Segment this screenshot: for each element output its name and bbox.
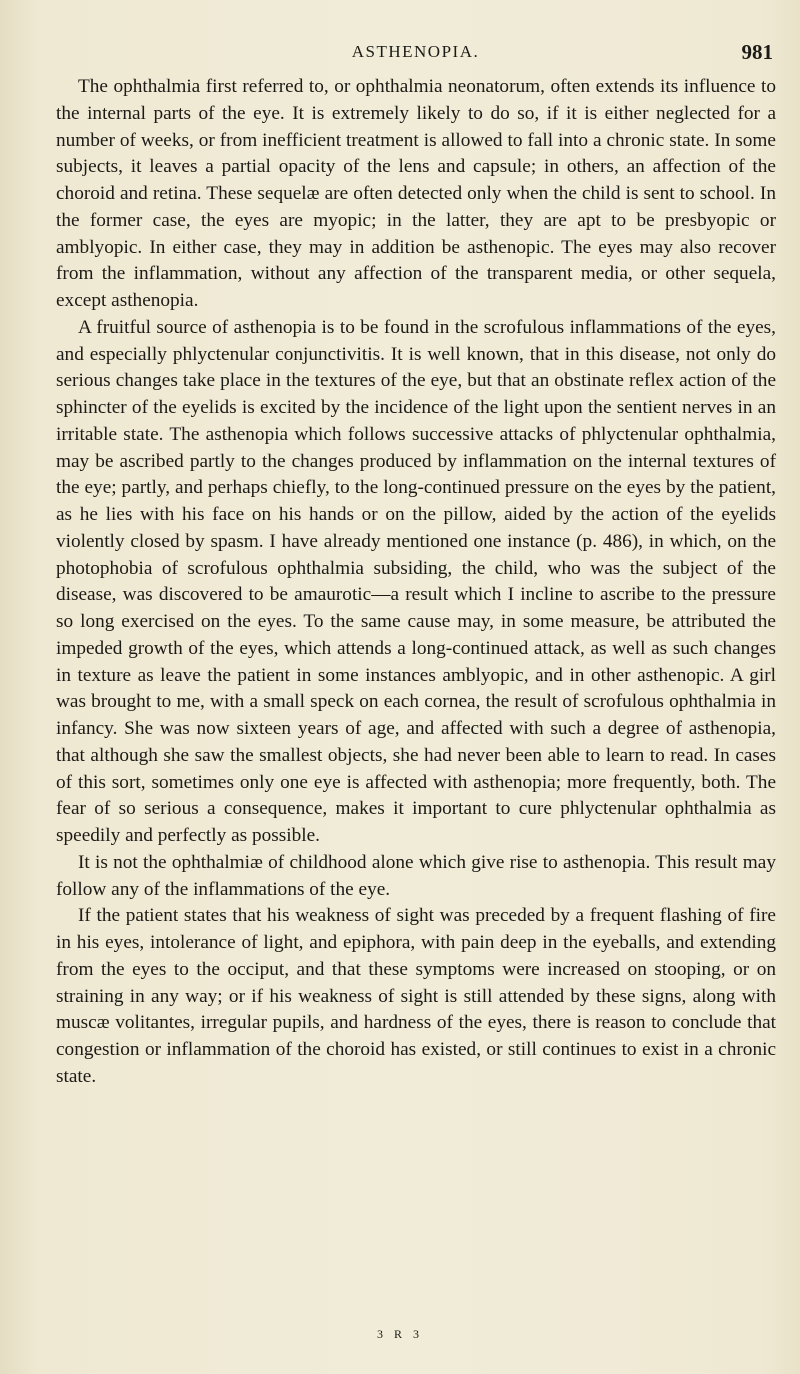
page-header [58, 40, 773, 70]
running-title: ASTHENOPIA. [351, 42, 480, 61]
paragraph-scrofulous-inflammations: A fruitful source of asthenopia is to be found in the scrofulous inflammations of the eyes, and especially phlyctenular conjunctivitis. It is well known, that in this disease, not only do serious changes take place in the textures of the eye, but that an obstinate reflex action of the sphincter of the eyelids is excited by the incidence of the light upon the sentient nerves in an irritable state. The asthenopia which follows successive attacks of phlyctenular ophthalmia, may be ascribed partly to the changes produced by inflammation on the internal textures of the eye; partly, and perhaps chiefly, to the long-continued pressure on the eyes by the patient, as he lies with his face on his hands or on the pillow, aided by the action of the eyelids violently closed by spasm. I have already mentioned one instance (p. 486), in which, on the photophobia of scrofulous ophthalmia subsiding, the child, who was the subject of the disease, was discovered to be amaurotic—a result which I incline to ascribe to the pressure so long exercised on the eyes. To the same cause may, in some measure, be attributed the impeded growth of the eyes, which attends a long-continued attack, as well as such changes in texture as leave the patient in some instances amblyopic, and in other asthenopic. A girl was brought to me, with a small speck on each cornea, the result of scrofulous ophthalmia in infancy. She was now sixteen years of age, and affected with such a degree of asthenopia, that although she saw the smallest objects, she had never been able to learn to read. In cases of this sort, sometimes only one eye is affected with asthenopia; more frequently, both. The fear of so serious a consequence, makes it important to cure phlyctenular ophthalmia as speedily and perfectly as possible. [56, 316, 776, 846]
paragraph-ophthalmia-neonatorum: The ophthalmia first referred to, or ophthalmia neonatorum, often extends its influence to the internal parts of the eye. It is extremely likely to do so, if it is either neglected for a number of weeks, or from inefficient treatment is allowed to fall into a chronic state. In some subjects, it leaves a partial opacity of the lens and capsule; in others, an affection of the choroid and retina. These sequelæ are often detected only when the child is sent to school. In the former case, the eyes are myopic; in the latter, they are apt to be presbyopic or amblyopic. In either case, they may in addition be asthenopic. The eyes may also recover from the inflammation, without any affection of the transparent media, or other sequela, except asthenopia. [56, 76, 776, 311]
signature-mark: 3 R 3 [376, 1327, 423, 1341]
paragraph-ophthalmiae-of-childhood: It is not the ophthalmiæ of childhood alone which give rise to asthenopia. This result may follow any of the inflammations of the eye. [56, 851, 776, 900]
page-number: 981 [741, 40, 773, 64]
body-text [56, 74, 776, 1091]
paragraph-choroid-congestion: If the patient states that his weakness of sight was preceded by a frequent flashing of fire in his eyes, intolerance of light, and epiphora, with pain deep in the eyeballs, and extending from the eyes to the occiput, and that these symptoms were increased on stooping, or on straining in any way; or if his weakness of sight is still attended by these signs, along with muscæ volitantes, irregular pupils, and hardness of the eyes, there is reason to conclude that congestion or inflammation of the choroid has existed, or still continues to exist in a chronic state. [56, 905, 776, 1087]
